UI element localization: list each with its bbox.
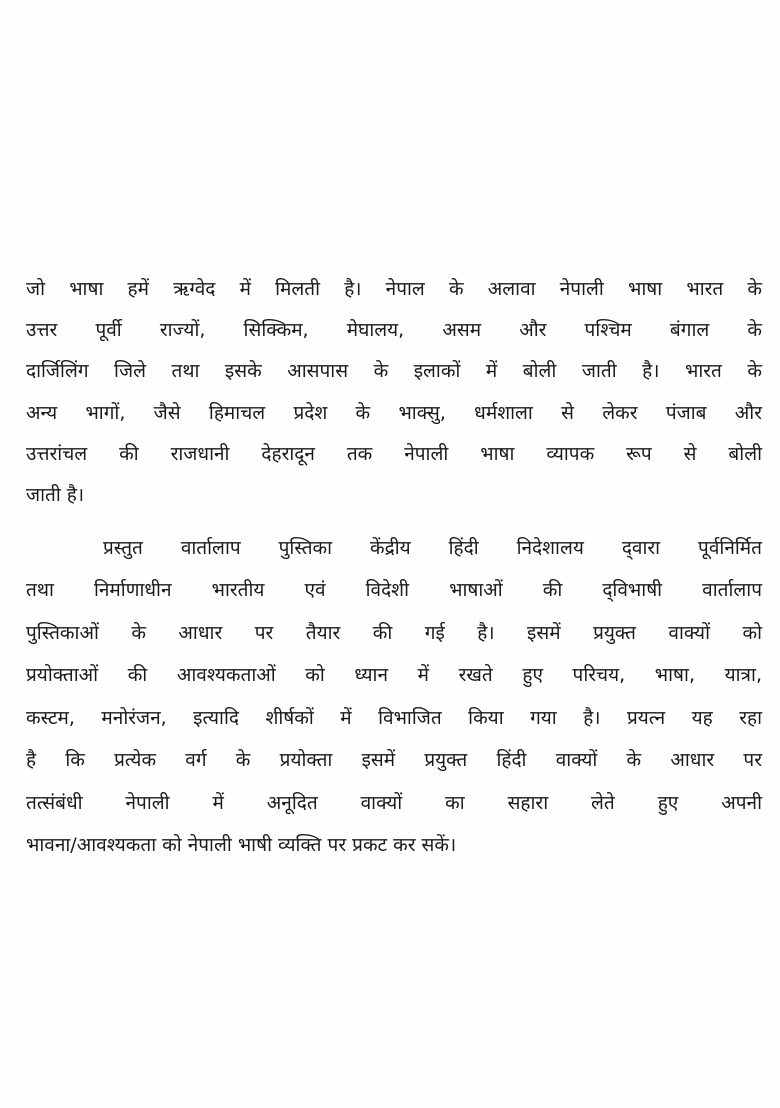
text-line: है कि प्रत्येक वर्ग के प्रयोक्ता इसमें प्रयुक्त हिंदी वाक्यों के आधार पर — [26, 749, 762, 771]
text-line: उत्तर पूर्वी राज्यों, सिक्किम, मेघालय, असम और पश्चिम बंगाल के — [26, 319, 762, 341]
text-line: दार्जिलिंग जिले तथा इसके आसपास के इलाकों में बोली जाती है। भारत के — [26, 360, 762, 382]
text-line: उत्तरांचल की राजधानी देहरादून तक नेपाली भाषा व्यापक रूप से बोली — [26, 443, 762, 465]
text-line: पुस्तिकाओं के आधार पर तैयार की गई है। इसमें प्रयुक्त वाक्यों को — [26, 622, 762, 644]
text-line: प्रस्तुत वार्तालाप पुस्तिका केंद्रीय हिंदी निदेशालय द्‌वारा पूर्वनिर्मित — [103, 537, 762, 559]
text-line: प्रयोक्ताओं की आवश्यकताओं को ध्यान में रखते हुए परिचय, भाषा, यात्रा, — [26, 664, 762, 686]
text-line: जो भाषा हमें ऋग्वेद में मिलती है। नेपाल के अलावा नेपाली भाषा भारत के — [26, 278, 762, 300]
text-line: कस्टम, मनोरंजन, इत्यादि शीर्षकों में विभाजित किया गया है। प्रयत्न यह रहा — [26, 707, 762, 729]
text-line: तत्संबंधी नेपाली में अनूदित वाक्यों का सहारा लेते हुए अपनी — [26, 792, 762, 814]
text-line: अन्य भागों, जैसे हिमाचल प्रदेश के भाक्सु, धर्मशाला से लेकर पंजाब और — [26, 402, 762, 424]
text-line: जाती है। — [26, 484, 85, 506]
text-line: तथा निर्माणाधीन भारतीय एवं विदेशी भाषाओं की द्‌विभाषी वार्तालाप — [26, 579, 762, 601]
text-line: भावना/आवश्यकता को नेपाली भाषी व्यक्ति पर प्रकट कर सकें। — [26, 834, 457, 856]
